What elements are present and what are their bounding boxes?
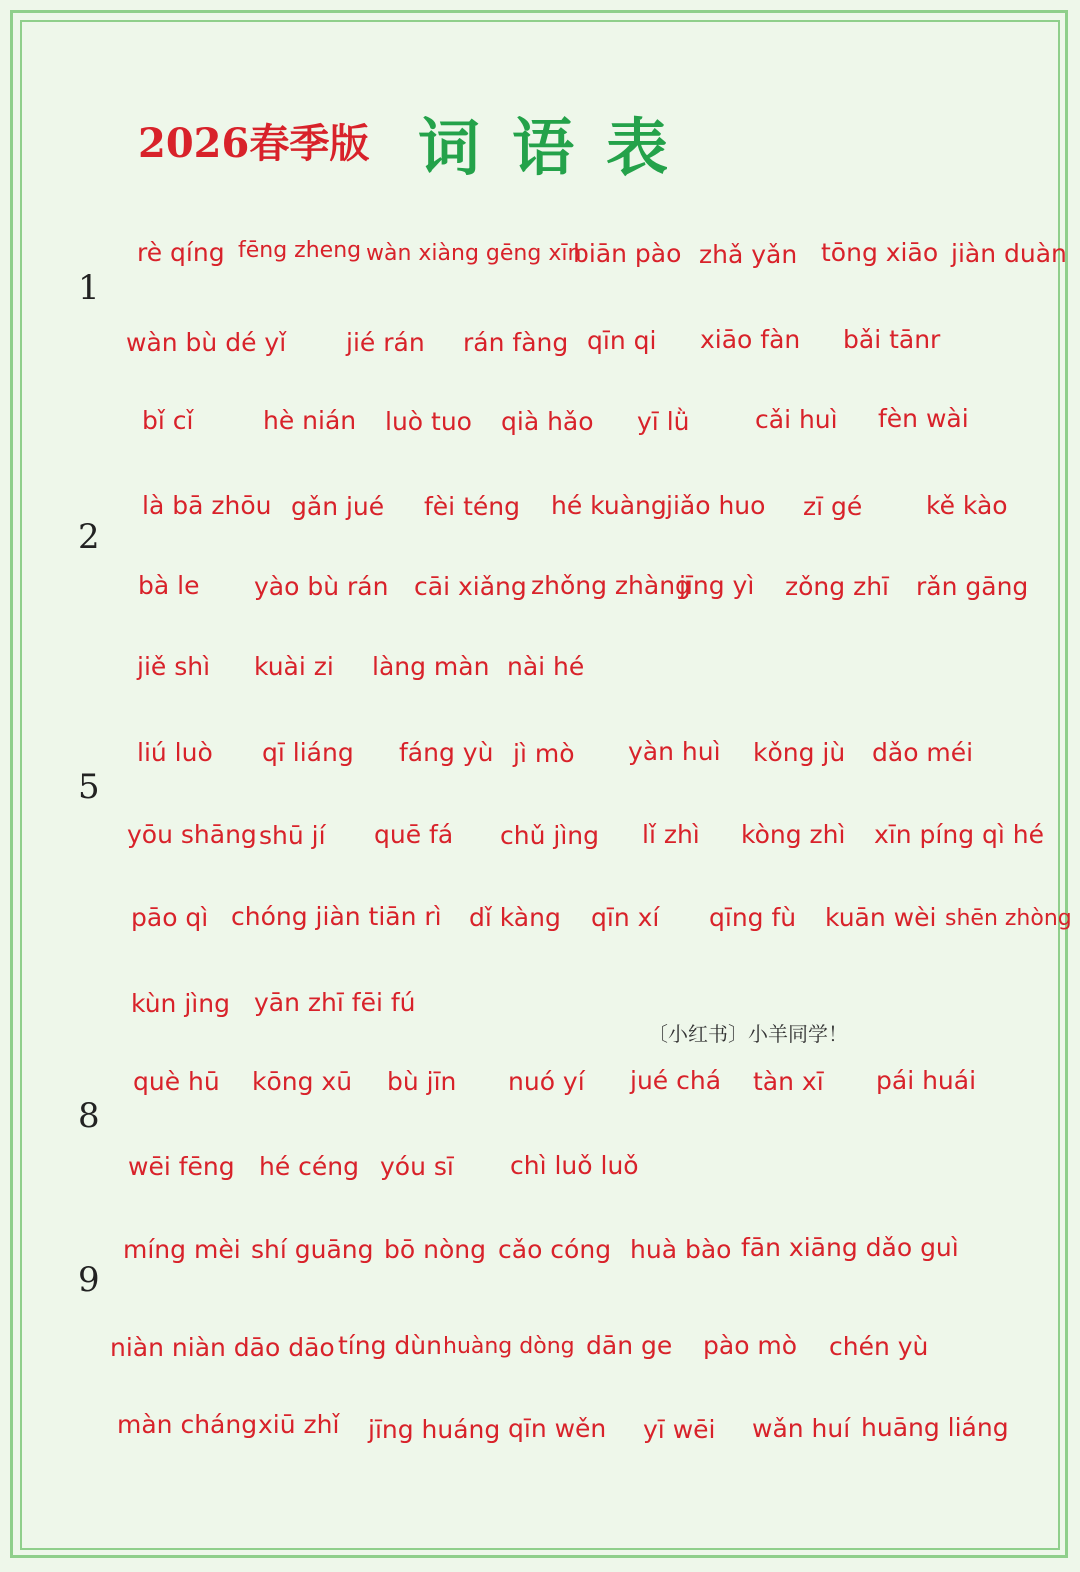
pinyin-word: xiū zhǐ — [258, 1410, 340, 1439]
pinyin-word: làng màn — [372, 652, 490, 681]
pinyin-word: chǔ jìng — [500, 821, 599, 850]
pinyin-word: yān zhī fēi fú — [254, 988, 416, 1017]
pinyin-word: bō nòng — [384, 1235, 486, 1264]
pinyin-word: pāo qì — [131, 903, 209, 932]
pinyin-word: jīng yì — [679, 571, 755, 600]
pinyin-word: rán fàng — [463, 328, 569, 357]
pinyin-word: chén yù — [829, 1332, 929, 1361]
pinyin-word: biān pào — [573, 239, 682, 268]
unit-number: 8 — [78, 1096, 100, 1136]
pinyin-word: yī lǜ — [637, 407, 690, 436]
pinyin-word: qī liáng — [262, 738, 354, 767]
pinyin-word: zhǎ yǎn — [699, 240, 798, 269]
pinyin-word: wàn xiàng gēng xīn — [366, 241, 582, 266]
pinyin-word: jué chá — [630, 1066, 722, 1095]
pinyin-word: gǎn jué — [291, 492, 385, 521]
unit-number: 5 — [78, 767, 100, 807]
pinyin-word: wǎn huí — [752, 1414, 851, 1443]
pinyin-word: nuó yí — [508, 1067, 585, 1096]
pinyin-word: hè nián — [263, 406, 357, 435]
pinyin-word: huà bào — [630, 1235, 732, 1264]
pinyin-word: fèi téng — [424, 492, 520, 521]
pinyin-word: yī wēi — [643, 1415, 716, 1444]
pinyin-word: jié rán — [346, 328, 425, 357]
pinyin-word: tōng xiāo — [821, 238, 939, 267]
page-title: 词语表 — [418, 111, 701, 184]
unit-number: 2 — [78, 517, 100, 557]
pinyin-word: quē fá — [374, 820, 454, 849]
pinyin-word: kōng xū — [252, 1067, 353, 1096]
pinyin-word: pào mò — [703, 1331, 798, 1360]
pinyin-word: shēn zhòng — [945, 906, 1072, 931]
pinyin-word: shí guāng — [251, 1235, 374, 1264]
pinyin-word: yàn huì — [628, 737, 721, 766]
pinyin-word: zǒng zhī — [785, 572, 889, 601]
pinyin-word: là bā zhōu — [142, 491, 272, 520]
pinyin-word: cāi xiǎng — [414, 572, 527, 601]
pinyin-word: zī gé — [803, 492, 863, 521]
pinyin-word: chóng jiàn tiān rì — [231, 902, 442, 931]
pinyin-word: huàng dòng — [443, 1334, 575, 1359]
pinyin-word: xīn píng qì hé — [874, 820, 1044, 849]
pinyin-word: kǒng jù — [753, 738, 846, 767]
pinyin-word: yào bù rán — [254, 572, 389, 601]
pinyin-word: jīng huáng — [368, 1415, 501, 1444]
pinyin-word: jiě shì — [137, 652, 211, 681]
pinyin-word: qià hǎo — [501, 407, 594, 436]
pinyin-word: jiǎo huo — [666, 491, 766, 520]
pinyin-word: lǐ zhì — [642, 820, 700, 849]
pinyin-word: rè qíng — [137, 238, 225, 267]
pinyin-word: què hū — [133, 1067, 220, 1096]
pinyin-word: bǐ cǐ — [142, 406, 194, 435]
pinyin-word: wàn bù dé yǐ — [126, 328, 287, 357]
pinyin-word: dǐ kàng — [469, 903, 561, 932]
pinyin-word: yōu shāng — [127, 820, 257, 849]
pinyin-word: jiàn duàn — [951, 239, 1067, 268]
pinyin-word: bù jīn — [387, 1067, 457, 1096]
unit-number: 9 — [78, 1260, 100, 1300]
pinyin-word: yóu sī — [380, 1152, 454, 1181]
pinyin-word: bǎi tānr — [843, 325, 941, 354]
unit-number: 1 — [78, 268, 100, 308]
edition-label: 2026春季版 — [138, 120, 370, 167]
pinyin-word: bà le — [138, 571, 200, 600]
pinyin-word: kuài zi — [254, 652, 334, 681]
pinyin-word: niàn niàn dāo dāo — [110, 1333, 335, 1362]
pinyin-word: xiāo fàn — [700, 325, 801, 354]
pinyin-word: qīng fù — [709, 903, 797, 932]
pinyin-word: fèn wài — [878, 404, 969, 433]
pinyin-word: tíng dùn — [338, 1331, 442, 1360]
pinyin-word: qīn wěn — [508, 1414, 607, 1443]
pinyin-word: wēi fēng — [128, 1152, 235, 1181]
pinyin-word: fáng yù — [399, 738, 494, 767]
pinyin-word: kuān wèi — [825, 903, 937, 932]
pinyin-word: jì mò — [513, 739, 575, 768]
pinyin-word: rǎn gāng — [916, 572, 1029, 601]
pinyin-word: màn cháng — [117, 1410, 258, 1439]
pinyin-word: kě kào — [926, 491, 1008, 520]
pinyin-word: huāng liáng — [861, 1413, 1009, 1442]
pinyin-word: cǎi huì — [755, 405, 838, 434]
pinyin-word: pái huái — [876, 1066, 977, 1095]
pinyin-word: cǎo cóng — [498, 1235, 612, 1264]
pinyin-word: tàn xī — [753, 1067, 824, 1096]
pinyin-word: kùn jìng — [131, 989, 230, 1018]
pinyin-word: hé kuàng — [551, 491, 667, 520]
pinyin-word: hé céng — [259, 1152, 360, 1181]
pinyin-word: shū jí — [259, 821, 326, 850]
watermark-text: 〔小红书〕小羊同学！ — [648, 1022, 848, 1046]
pinyin-word: dān ge — [586, 1331, 673, 1360]
pinyin-word: fān xiāng dǎo guì — [741, 1233, 959, 1262]
pinyin-word: nài hé — [507, 652, 585, 681]
pinyin-word: luò tuo — [385, 407, 472, 436]
pinyin-word: kòng zhì — [741, 820, 846, 849]
pinyin-word: míng mèi — [123, 1235, 241, 1264]
pinyin-word: zhǒng zhàng — [531, 571, 691, 600]
pinyin-word: dǎo méi — [872, 738, 974, 767]
pinyin-word: qīn qi — [587, 326, 657, 355]
pinyin-word: chì luǒ luǒ — [510, 1151, 639, 1180]
pinyin-word: qīn xí — [591, 903, 660, 932]
pinyin-word: liú luò — [137, 738, 213, 767]
pinyin-word: fēng zheng — [238, 238, 362, 263]
